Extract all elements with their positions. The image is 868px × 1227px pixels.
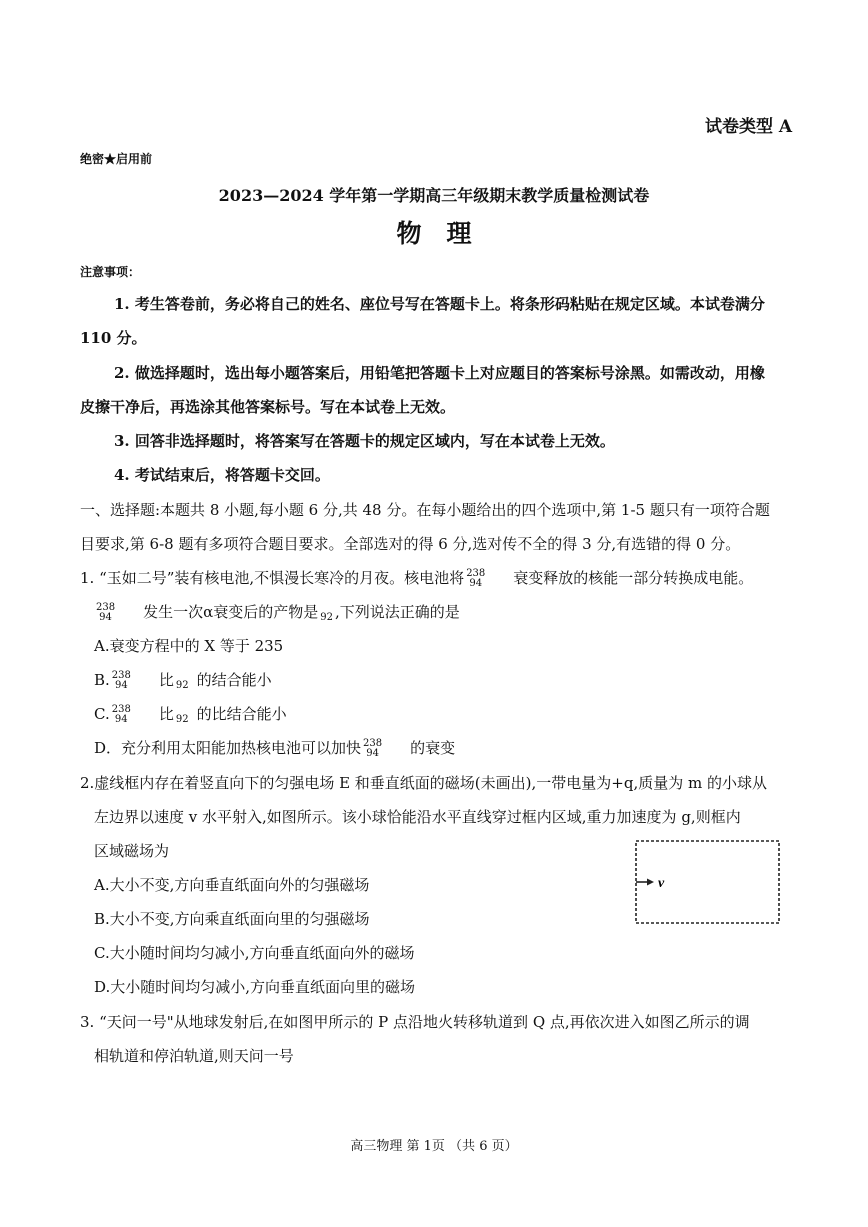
product-atomic-number: 92 (175, 714, 189, 725)
paper-type-label: 试卷类型 A (705, 117, 793, 137)
question-3-stem-line-2: 相轨道和停泊轨道,则天问一号 (94, 1047, 294, 1065)
isotope-symbol (112, 705, 131, 725)
atomic-number: 94 (366, 748, 379, 759)
option-text: 比 (158, 671, 174, 689)
q1-option-c (94, 704, 287, 730)
notice-heading: 注意事项： (80, 265, 141, 279)
question-2-stem: 2.虚线框内存在着竖直向下的匀强电场 E 和垂直纸面的磁场(未画出),一带电量为+q,质量为 m 的小球从 (80, 774, 767, 792)
q1-stem-text-2: 衰变释放的核能一部分转换成电能。 (513, 569, 754, 587)
notice-item-3: 3. 回答非选择题时，将答案写在答题卡的规定区域内，写在本试卷上无效。 (114, 432, 615, 450)
mass-number: 238 (363, 738, 383, 749)
option-letter: C. (94, 705, 110, 723)
atomic-number: 94 (469, 578, 483, 589)
q2-option-a: A.大小不变,方向垂直纸面向外的匀强磁场 (94, 876, 370, 894)
mass-number: 238 (466, 568, 486, 579)
notice-item-1: 1. 考生答卷前，务必将自己的姓名、座位号写在答题卡上。将条形码粘贴在规定区域。本试卷满分 (114, 295, 765, 313)
field-region-figure (630, 835, 785, 930)
option-text: 的结合能小 (196, 671, 272, 689)
q2-option-b: B.大小不变,方向乘直纸面向里的匀强磁场 (94, 910, 370, 928)
notice-item-2: 2. 做选择题时，选出每小题答案后，用铅笔把答题卡上对应题目的答案标号涂黑。如需改动，用橡 (114, 364, 765, 382)
mass-number: 238 (111, 704, 131, 715)
option-text: 的衰变 (410, 739, 456, 757)
q1-option-b (94, 670, 272, 696)
mass-number: 238 (96, 602, 116, 613)
notice-item-1-cont: 110 分。 (80, 329, 147, 347)
q1-stem-text: 1. “玉如二号”装有核电池,不惧漫长寒冷的月夜。核电池将 (80, 569, 465, 587)
atomic-number: 94 (114, 680, 128, 691)
isotope-symbol (96, 603, 115, 623)
section-1-instructions: 一、选择题:本题共 8 小题,每小题 6 分,共 48 分。在每小题给出的四个选项中,第 1-5 题只有一项符合题 (80, 501, 770, 519)
section-1-instructions-cont: 目要求,第 6-8 题有多项符合题目要求。全部选对的得 6 分,选对传不全的得 3 分,有选错的得 0 分。 (80, 535, 741, 553)
velocity-label: v (658, 876, 665, 891)
notice-item-4: 4. 考试结束后，将答题卡交回。 (114, 466, 330, 484)
arrowhead-icon (647, 879, 654, 886)
q1-stem-text-3: 发生一次α衰变后的产物是 (143, 603, 319, 621)
q1-option-d (94, 738, 455, 759)
option-text: D．充分利用太阳能加热核电池可以加快 (94, 739, 362, 757)
option-letter: B. (94, 671, 110, 689)
page-footer: 高三物理 第 1页 （共 6 页） (350, 1139, 518, 1154)
question-1-stem-line-2 (94, 602, 460, 628)
exam-title: 2023—2024 学年第一学期高三年级期末教学质量检测试卷 (218, 186, 650, 205)
atomic-number: 94 (114, 714, 128, 725)
option-text: 的比结合能小 (196, 705, 287, 723)
q1-stem-text-4: ,下列说法正确的是 (334, 603, 460, 621)
isotope-symbol (112, 671, 131, 691)
atomic-number: 94 (99, 612, 112, 623)
q2-option-d: D.大小随时间均匀减小,方向垂直纸面向里的磁场 (94, 978, 416, 996)
isotope-symbol (363, 739, 382, 759)
product-atomic-number: 92 (175, 680, 189, 691)
question-2-stem-line-3: 区域磁场为 (94, 842, 170, 860)
q1-option-a: A.衰变方程中的 X 等于 235 (94, 637, 284, 655)
notice-item-2-cont: 皮擦干净后，再选涂其他答案标号。写在本试卷上无效。 (80, 398, 456, 416)
option-text: 比 (158, 705, 174, 723)
question-1-stem (80, 568, 753, 589)
confidential-mark: 绝密★启用前 (80, 152, 153, 166)
mass-number: 238 (111, 670, 131, 681)
question-3-stem: 3. “天问一号"从地球发射后,在如图甲所示的 P 点沿地火转移轨道到 Q 点,再依次进入如图乙所示的调 (80, 1013, 750, 1031)
product-atomic-number: 92 (320, 612, 333, 623)
question-2-stem-line-2: 左边界以速度 v 水平射入,如图所示。该小球恰能沿水平直线穿过框内区域,重力加速度为 g,则框内 (94, 808, 741, 826)
isotope-symbol (466, 569, 485, 589)
subject-title: 物 理 (396, 219, 472, 248)
q2-option-c: C.大小随时间均匀减小,方向垂直纸面向外的磁场 (94, 944, 415, 962)
